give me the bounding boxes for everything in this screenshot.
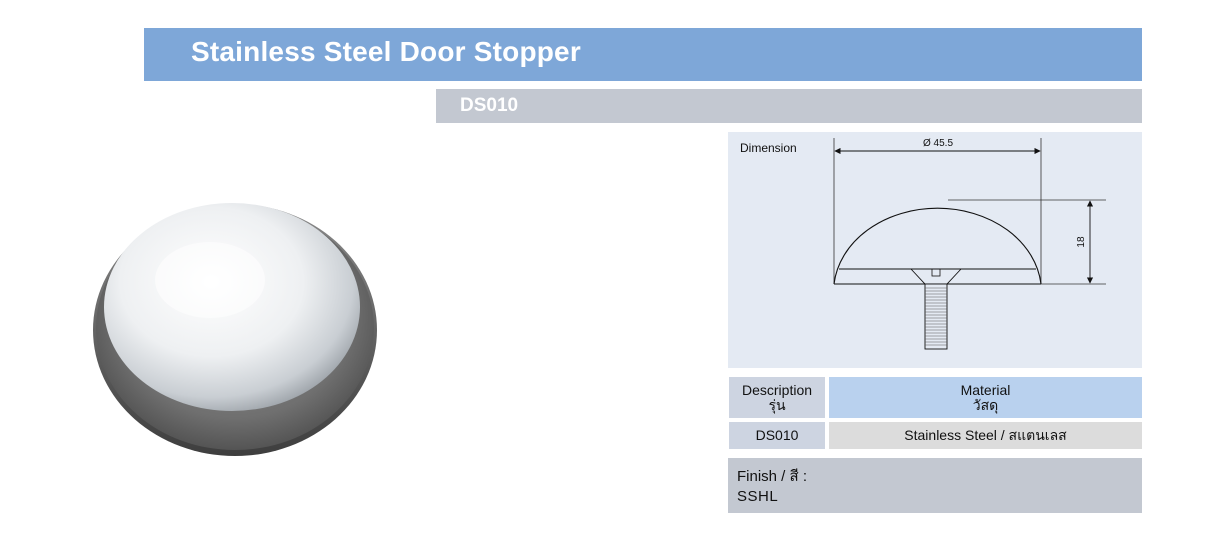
finish-box	[728, 458, 1142, 513]
height-value: 18	[1076, 236, 1087, 248]
dimension-label: Dimension	[740, 141, 797, 155]
description-header-th: รุ่น	[768, 396, 786, 413]
table-row-material: Stainless Steel / สแตนเลส	[829, 422, 1142, 449]
door-stopper-photo	[90, 195, 390, 465]
finish-value: SSHL	[737, 488, 779, 505]
diameter-value: Ø 45.5	[922, 138, 954, 149]
dimension-panel	[728, 132, 1142, 368]
table-row-description: DS010	[729, 422, 825, 449]
material-header	[829, 377, 1142, 418]
description-header-en: Description	[741, 381, 813, 398]
finish-label: Finish / สี :	[737, 468, 808, 485]
title-bar	[144, 28, 1142, 81]
material-header-th: วัสดุ	[972, 396, 999, 413]
material-header-en: Material	[960, 381, 1011, 398]
model-code: DS010	[460, 95, 519, 116]
model-bar	[436, 89, 1142, 123]
dimension-drawing	[728, 132, 1142, 368]
description-header	[729, 377, 825, 418]
page-title: Stainless Steel Door Stopper	[191, 36, 581, 67]
